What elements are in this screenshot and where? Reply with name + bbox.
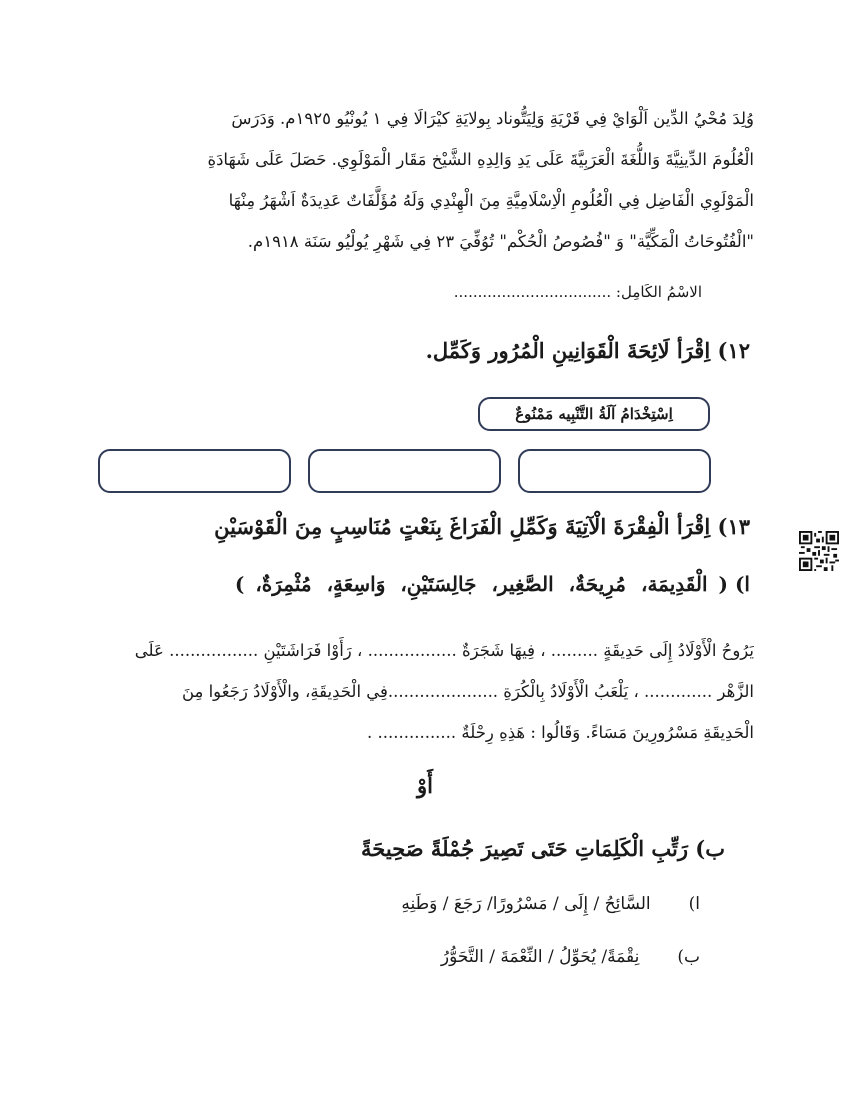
paragraph-line: وُلِدَ مُحْيُ الدِّين اَلْوَايْ فِي قَرْيَةِ وَلِيَتُّوناد بِولايَةِ كيْرَالَا فِي ١ يُونْيُو ١٩٢٥م. وَدَرَسَ bbox=[231, 109, 754, 128]
options-open-paren: ( bbox=[718, 572, 728, 596]
full-name-field[interactable] bbox=[430, 283, 702, 301]
given-rule-box bbox=[478, 397, 710, 431]
option-word: جَالِسَتَيْنِ، bbox=[400, 572, 477, 596]
paragraph-line: "الْفُتُوحَاتُ الْمَكِّيَّة" وَ "فُصُوصُ الْحُكْم" تُوُفِّيَ ٢٣ فِي شَهْرِ يُولْيُو سَنَة ١٩١٨م. bbox=[247, 232, 754, 251]
answer-box-2[interactable] bbox=[308, 449, 501, 493]
option-word: الصَّغِير، bbox=[491, 572, 554, 596]
fill-line: الْحَدِيقَةِ مَسْرُورِينَ مَسَاءً. وَقَالُوا : هَذِهِ رِحْلَةٌ ............... . bbox=[367, 723, 754, 742]
arrange-item bbox=[401, 894, 700, 914]
item-words: السَّائِحُ / إِلَى / مَسْرُورًا/ رَجَعَ / وَطَنِهِ bbox=[401, 894, 651, 914]
or-separator: أَوْ bbox=[417, 773, 433, 798]
full-name-dots: ................................. bbox=[453, 283, 612, 301]
question-b-title: ب) رَتِّبِ الْكَلِمَاتِ حَتَى تَصِيرَ جُمْلَةً صَحِيحَةً bbox=[361, 836, 725, 861]
qr-code-icon bbox=[799, 531, 839, 571]
item-number: ب) bbox=[677, 947, 700, 967]
question-12-title: ١٢) اِقْرَأ لَائِحَةَ الْقَوَانِينِ الْمُرُور وَكَمِّل. bbox=[425, 338, 750, 363]
biography-paragraph bbox=[132, 98, 754, 262]
option-word: مُثْمِرَةٌ، bbox=[255, 572, 312, 596]
fill-line: يَرُوحُ الْأَوْلَادُ إِلَى حَدِيقَةٍ ......... ، فِيهَا شَجَرَةٌ ................. ، رَأَوْا فَرَاشَتَيْنِ ................. عَلَى bbox=[134, 641, 754, 660]
arrange-item bbox=[441, 947, 700, 967]
fill-in-paragraph bbox=[104, 630, 754, 753]
answer-box-1[interactable] bbox=[518, 449, 711, 493]
options-prefix: ا) bbox=[734, 572, 750, 596]
question-13-title: ١٣) اِقْرَأ الْفِقْرَةَ الْآتِيَةَ وَكَمِّلِ الْفَرَاغَ بِنَعْتٍ مُنَاسِبٍ مِنَ الْقَوْسَيْنِ bbox=[214, 514, 750, 539]
paragraph-line: الْعُلُومَ الدِّينِيَّةَ وَاللُّغَةَ الْعَرَبِيَّةَ عَلَى يَدِ وَالِدِهِ الشَّيْخ مَقَار الْمَوْلَوِي. حَصَلَ عَلَى شَهَادَةِ bbox=[207, 150, 754, 169]
option-word: مُرِيحَةٌ، bbox=[568, 572, 627, 596]
options-close-paren: ) bbox=[234, 572, 245, 596]
option-word: الْقَدِيمَة، bbox=[640, 572, 708, 596]
answer-box-3[interactable] bbox=[98, 449, 291, 493]
full-name-label: الاسْمُ الكَامِل: bbox=[615, 283, 702, 301]
fill-line: الزَّهْر ............. ، يَلْعَبُ الْأَوْلَادُ بِالْكُرَةِ .....................فِي الْحَدِيقَةِ، والْأَوْلَادُ رَجَعُوا مِنَ bbox=[181, 682, 754, 701]
option-word: وَاسِعَةٍ، bbox=[326, 572, 386, 596]
item-number: ا) bbox=[688, 894, 700, 914]
given-rule-text: اِسْتِخْدَامُ آلَةُ التَّنْبِيه مَمْنُوعٌ bbox=[515, 405, 673, 423]
item-words: نِقْمَةً/ يُحَوِّلُ / النِّعْمَةَ / التَّحَوُّرُ bbox=[440, 947, 640, 967]
adjective-options bbox=[235, 572, 750, 596]
paragraph-line: الْمَوْلَوِي الْفَاضِل فِي الْعُلُومِ الْاِسْلَامِيَّةِ مِنَ الْهِنْدِي وَلَهُ مُؤَلَّفَاتٌ عَدِيدَةٌ اَشْهَرُ مِنْهَا bbox=[228, 191, 754, 210]
